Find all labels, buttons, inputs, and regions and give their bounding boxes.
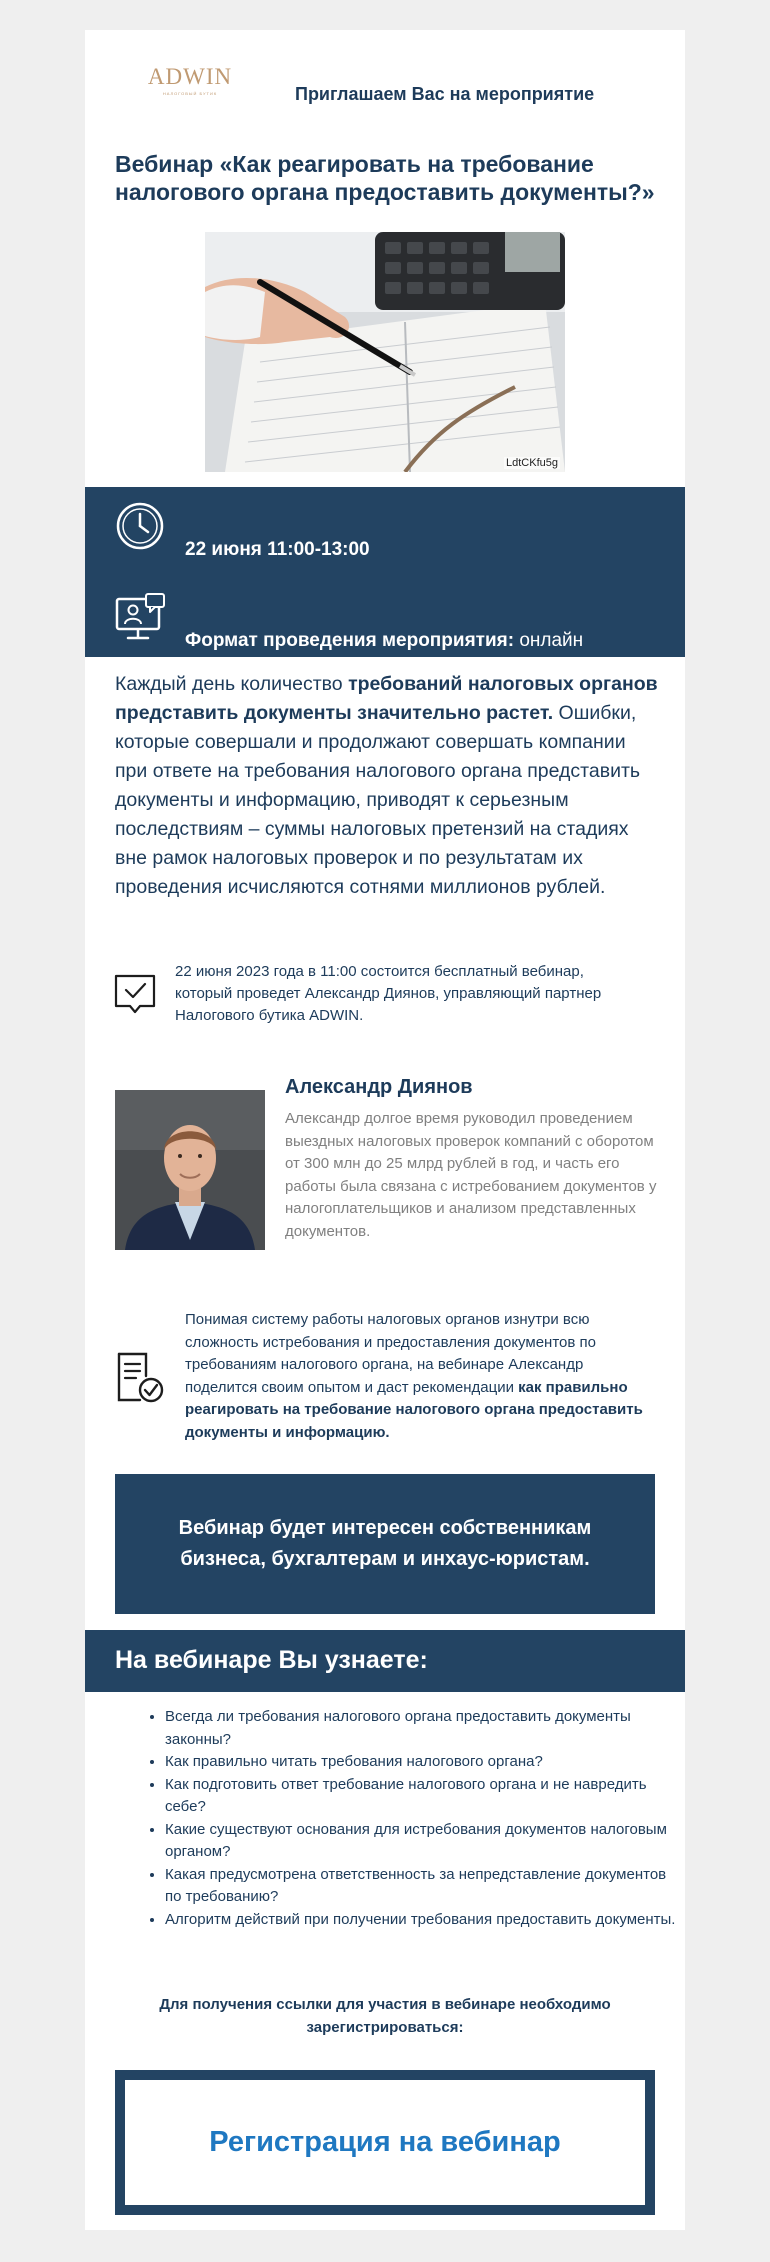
logo-text: ADWIN: [147, 64, 233, 89]
photo-caption: LdtCKfu5g: [506, 457, 558, 469]
speaker-bio: Александр долгое время руководил проведением выездных налоговых проверок компаний с оборотом от 300 млн до 25 млрд рублей в год, и часть его работы была связана с истребованием документов у налогоплательщиков и анализом представленных документов.: [285, 1110, 657, 1240]
event-info-band: [85, 487, 685, 657]
understanding-paragraph: [185, 1309, 655, 1444]
event-datetime: 22 июня 11:00-13:00: [185, 539, 370, 560]
speaker-photo: [115, 1090, 265, 1250]
document-check-icon: [114, 1350, 166, 1406]
monitor-person-icon: [115, 593, 167, 643]
announcement-text: 22 июня 2023 года в 11:00 состоится бесплатный вебинар, который проведет Александр Диянов, управляющий партнер Налогового бутика ADWIN.: [175, 963, 602, 1024]
event-format-value: онлайн: [514, 630, 584, 651]
register-button[interactable]: [115, 2070, 655, 2215]
audience-box: [115, 1474, 655, 1614]
register-button-label[interactable]: Регистрация на вебинар: [209, 2126, 561, 2158]
adwin-logo[interactable]: [140, 64, 240, 96]
understanding-lead: Понимая систему работы налоговых органов изнутри всю сложность истребования и предоставления документов по требованиям налогового органа, на вебинаре Александр поделится своим опытом и даст рекомендации: [185, 1311, 596, 1396]
clock-icon: [115, 501, 165, 551]
calculator-writing-illustration: [205, 232, 565, 472]
register-button-inner[interactable]: [125, 2080, 645, 2205]
list-item: • Какие существуют основания для истребования документов налоговым органом?: [165, 1819, 685, 1864]
email-card: [85, 30, 685, 2230]
intro-paragraph: [115, 670, 660, 902]
learn-list: [115, 1706, 685, 1931]
intro-rest: Ошибки, которые совершали и продолжают совершать компании при ответе на требования налогового органа представить документы и информацию, приводят к серьезным последствиям – суммы налоговых претензий на стадиях вне рамок налоговых проверок и по результатам их проведения исчисляются сотнями миллионов рублей.: [115, 702, 641, 898]
speaker-name: Александр Диянов: [285, 1076, 473, 1098]
event-format-label: Формат проведения мероприятия:: [185, 630, 515, 651]
webinar-title: Вебинар «Как реагировать на требование налогового органа предоставить документы?»: [115, 151, 655, 205]
list-item: • Алгоритм действий при получении требования предоставить документы.: [165, 1909, 685, 1932]
audience-text: Вебинар будет интересен собственникам бизнеса, бухгалтерам и инхаус-юристам.: [178, 1517, 592, 1570]
invite-text: Приглашаем Вас на мероприятие: [295, 84, 595, 104]
list-item: • Как правильно читать требования налогового органа?: [165, 1751, 685, 1774]
learn-title: На вебинаре Вы узнаете:: [115, 1646, 428, 1674]
learn-header-band: [85, 1630, 685, 1692]
event-format: [185, 630, 583, 652]
intro-lead: Каждый день количество: [115, 673, 349, 695]
list-item: • Какая предусмотрена ответственность за непредставление документов по требованию?: [165, 1864, 685, 1909]
register-note: Для получения ссылки для участия в вебинаре необходимо зарегистрироваться:: [159, 1996, 611, 2036]
list-item: • Всегда ли требования налогового органа предоставить документы законны?: [165, 1706, 685, 1751]
logo-subtext: НАЛОГОВЫЙ БУТИК: [162, 91, 218, 96]
speaker-portrait: [115, 1090, 265, 1250]
hero-photo: [205, 232, 565, 472]
understanding-bold: как правильно реагировать на требование налогового органа предоставить документы и информацию.: [185, 1378, 643, 1441]
intro-bold: требований налоговых органов представить документы значительно растет.: [115, 673, 658, 724]
envelope-check-icon: [114, 973, 158, 1019]
list-item: • Как подготовить ответ требование налогового органа и не навредить себе?: [165, 1774, 685, 1819]
